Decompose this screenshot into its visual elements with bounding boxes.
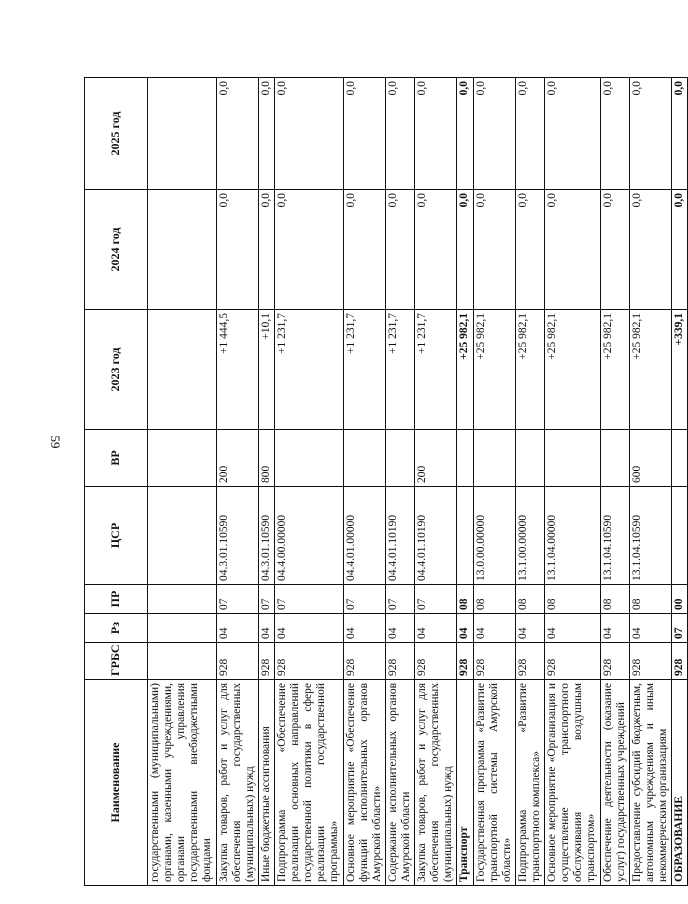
- cell-csr: [672, 487, 688, 585]
- cell-rz: 07: [672, 614, 688, 643]
- cell-2025: 0,0: [457, 78, 473, 190]
- header-2025: 2025 год: [85, 78, 148, 190]
- cell-2023: +25 982,1: [629, 310, 671, 430]
- cell-grbs: 928: [274, 643, 343, 680]
- cell-2023: +1 231,7: [415, 310, 457, 430]
- page-number: 59: [48, 435, 63, 449]
- table-row: [629, 78, 671, 886]
- cell-vr: [672, 430, 688, 487]
- cell-name: Иные бюджетные ассигнования: [258, 680, 274, 886]
- cell-2025: 0,0: [258, 78, 274, 190]
- cell-2023: +1 231,7: [274, 310, 343, 430]
- table-row: [545, 78, 600, 886]
- cell-grbs: 928: [473, 643, 515, 680]
- cell-2025: 0,0: [600, 78, 629, 190]
- cell-name: Закупка товаров, работ и услуг для обеспечения государственных (муниципальных) нужд: [216, 680, 258, 886]
- cell-name: ОБРАЗОВАНИЕ: [672, 680, 688, 886]
- table-row: [216, 78, 258, 886]
- cell-pr: 07: [274, 585, 343, 614]
- cell-2023: +25 982,1: [515, 310, 544, 430]
- cell-2024: 0,0: [258, 190, 274, 310]
- cell-2025: 0,0: [385, 78, 414, 190]
- cell-name: Транспорт: [457, 680, 473, 886]
- cell-vr: 200: [415, 430, 457, 487]
- cell-pr: 08: [473, 585, 515, 614]
- cell-rz: 04: [274, 614, 343, 643]
- cell-grbs: 928: [343, 643, 385, 680]
- cell-rz: 04: [385, 614, 414, 643]
- cell-2024: 0,0: [672, 190, 688, 310]
- table-row: [457, 78, 473, 886]
- cell-2023: +339,1: [672, 310, 688, 430]
- cell-2024: [148, 190, 217, 310]
- cell-pr: 07: [415, 585, 457, 614]
- cell-2023: +25 982,1: [600, 310, 629, 430]
- cell-2024: 0,0: [600, 190, 629, 310]
- cell-2024: 0,0: [629, 190, 671, 310]
- cell-grbs: 928: [600, 643, 629, 680]
- header-name: Наименование: [85, 680, 148, 886]
- cell-2024: 0,0: [216, 190, 258, 310]
- table-row: [415, 78, 457, 886]
- header-2023: 2023 год: [85, 310, 148, 430]
- header-csr: ЦСР: [85, 487, 148, 585]
- cell-pr: 07: [343, 585, 385, 614]
- cell-csr: 04.3.01.10590: [258, 487, 274, 585]
- cell-rz: 04: [545, 614, 600, 643]
- cell-vr: [515, 430, 544, 487]
- table-header-row: [85, 78, 148, 886]
- cell-rz: 04: [415, 614, 457, 643]
- header-pr: ПР: [85, 585, 148, 614]
- header-grbs: ГРБС: [85, 643, 148, 680]
- table-row: [258, 78, 274, 886]
- cell-2025: 0,0: [343, 78, 385, 190]
- cell-name: Основное мероприятие «Организация и осуществление транспортного обслуживания воздушным транспортом»: [545, 680, 600, 886]
- table-row: [600, 78, 629, 886]
- header-2024: 2024 год: [85, 190, 148, 310]
- cell-2023: +25 982,1: [457, 310, 473, 430]
- header-rz: Рз: [85, 614, 148, 643]
- cell-2024: 0,0: [343, 190, 385, 310]
- cell-rz: 04: [216, 614, 258, 643]
- cell-name: государственными (муниципальными) органами, казенными учреждениями, органами управления государственными внебюджетными фондами: [148, 680, 217, 886]
- cell-name: Предоставление субсидий бюджетным, автономным учреждениям и иным некоммерческим организациям: [629, 680, 671, 886]
- cell-grbs: 928: [629, 643, 671, 680]
- cell-grbs: 928: [216, 643, 258, 680]
- cell-2024: 0,0: [274, 190, 343, 310]
- cell-2024: 0,0: [385, 190, 414, 310]
- cell-2023: +1 231,7: [343, 310, 385, 430]
- cell-vr: [343, 430, 385, 487]
- cell-2025: 0,0: [415, 78, 457, 190]
- table-row: [515, 78, 544, 886]
- cell-2023: +25 982,1: [473, 310, 515, 430]
- cell-grbs: 928: [457, 643, 473, 680]
- cell-rz: 04: [629, 614, 671, 643]
- cell-pr: 08: [600, 585, 629, 614]
- cell-pr: 08: [515, 585, 544, 614]
- budget-table-wrapper: [84, 78, 686, 886]
- cell-2024: 0,0: [515, 190, 544, 310]
- cell-grbs: [148, 643, 217, 680]
- cell-rz: 04: [343, 614, 385, 643]
- cell-pr: 08: [545, 585, 600, 614]
- cell-name: Закупка товаров, работ и услуг для обеспечения государственных (муниципальных) нужд: [415, 680, 457, 886]
- cell-2023: +1 444,5: [216, 310, 258, 430]
- cell-vr: [473, 430, 515, 487]
- cell-csr: 04.4.01.00000: [343, 487, 385, 585]
- cell-2023: [148, 310, 217, 430]
- cell-pr: 08: [457, 585, 473, 614]
- cell-csr: 13.1.04.10590: [629, 487, 671, 585]
- cell-grbs: 928: [545, 643, 600, 680]
- cell-2023: +1 231,7: [385, 310, 414, 430]
- cell-2023: +25 982,1: [545, 310, 600, 430]
- cell-rz: [148, 614, 217, 643]
- cell-2025: [148, 78, 217, 190]
- cell-csr: 13.1.04.10590: [600, 487, 629, 585]
- cell-2025: 0,0: [473, 78, 515, 190]
- cell-vr: [148, 430, 217, 487]
- cell-csr: 04.4.01.10190: [415, 487, 457, 585]
- cell-name: Подпрограмма «Обеспечение реализации основных направлений государственной политики в сфере реализации государственной программы»: [274, 680, 343, 886]
- cell-csr: 04.4.01.10190: [385, 487, 414, 585]
- budget-table: [84, 77, 688, 886]
- cell-pr: 07: [385, 585, 414, 614]
- cell-vr: [274, 430, 343, 487]
- cell-csr: [148, 487, 217, 585]
- table-row: [274, 78, 343, 886]
- cell-rz: 04: [600, 614, 629, 643]
- cell-pr: 07: [258, 585, 274, 614]
- cell-vr: [385, 430, 414, 487]
- cell-csr: 13.1.00.00000: [515, 487, 544, 585]
- cell-2025: 0,0: [672, 78, 688, 190]
- cell-2025: 0,0: [629, 78, 671, 190]
- cell-vr: [457, 430, 473, 487]
- cell-name: Подпрограмма «Развитие транспортного комплекса»: [515, 680, 544, 886]
- cell-pr: 00: [672, 585, 688, 614]
- table-row: [473, 78, 515, 886]
- cell-csr: 13.0.00.00000: [473, 487, 515, 585]
- cell-pr: [148, 585, 217, 614]
- cell-grbs: 928: [515, 643, 544, 680]
- cell-2024: 0,0: [457, 190, 473, 310]
- cell-name: Государственная программа «Развитие транспортной системы Амурской области»: [473, 680, 515, 886]
- cell-2024: 0,0: [415, 190, 457, 310]
- cell-vr: 800: [258, 430, 274, 487]
- cell-2025: 0,0: [545, 78, 600, 190]
- cell-vr: 600: [629, 430, 671, 487]
- table-row: [672, 78, 688, 886]
- table-row: [148, 78, 217, 886]
- cell-rz: 04: [473, 614, 515, 643]
- cell-pr: 07: [216, 585, 258, 614]
- cell-csr: 04.4.00.00000: [274, 487, 343, 585]
- table-row: [343, 78, 385, 886]
- cell-grbs: 928: [258, 643, 274, 680]
- cell-vr: [600, 430, 629, 487]
- cell-2025: 0,0: [274, 78, 343, 190]
- cell-2024: 0,0: [473, 190, 515, 310]
- cell-grbs: 928: [415, 643, 457, 680]
- cell-csr: 13.1.04.00000: [545, 487, 600, 585]
- cell-pr: 08: [629, 585, 671, 614]
- cell-name: Содержание исполнительных органов Амурской области: [385, 680, 414, 886]
- cell-2024: 0,0: [545, 190, 600, 310]
- cell-rz: 04: [457, 614, 473, 643]
- cell-vr: 200: [216, 430, 258, 487]
- cell-vr: [545, 430, 600, 487]
- table-body: [148, 78, 688, 886]
- header-vr: ВР: [85, 430, 148, 487]
- cell-name: Обеспечение деятельности (оказание услуг) государственных учреждений: [600, 680, 629, 886]
- cell-rz: 04: [515, 614, 544, 643]
- cell-name: Основное мероприятие «Обеспечение функций исполнительных органов Амурской области»: [343, 680, 385, 886]
- cell-csr: [457, 487, 473, 585]
- cell-grbs: 928: [672, 643, 688, 680]
- cell-grbs: 928: [385, 643, 414, 680]
- cell-2023: +10,1: [258, 310, 274, 430]
- cell-csr: 04.3.01.10590: [216, 487, 258, 585]
- cell-2025: 0,0: [515, 78, 544, 190]
- cell-2025: 0,0: [216, 78, 258, 190]
- table-row: [385, 78, 414, 886]
- cell-rz: 04: [258, 614, 274, 643]
